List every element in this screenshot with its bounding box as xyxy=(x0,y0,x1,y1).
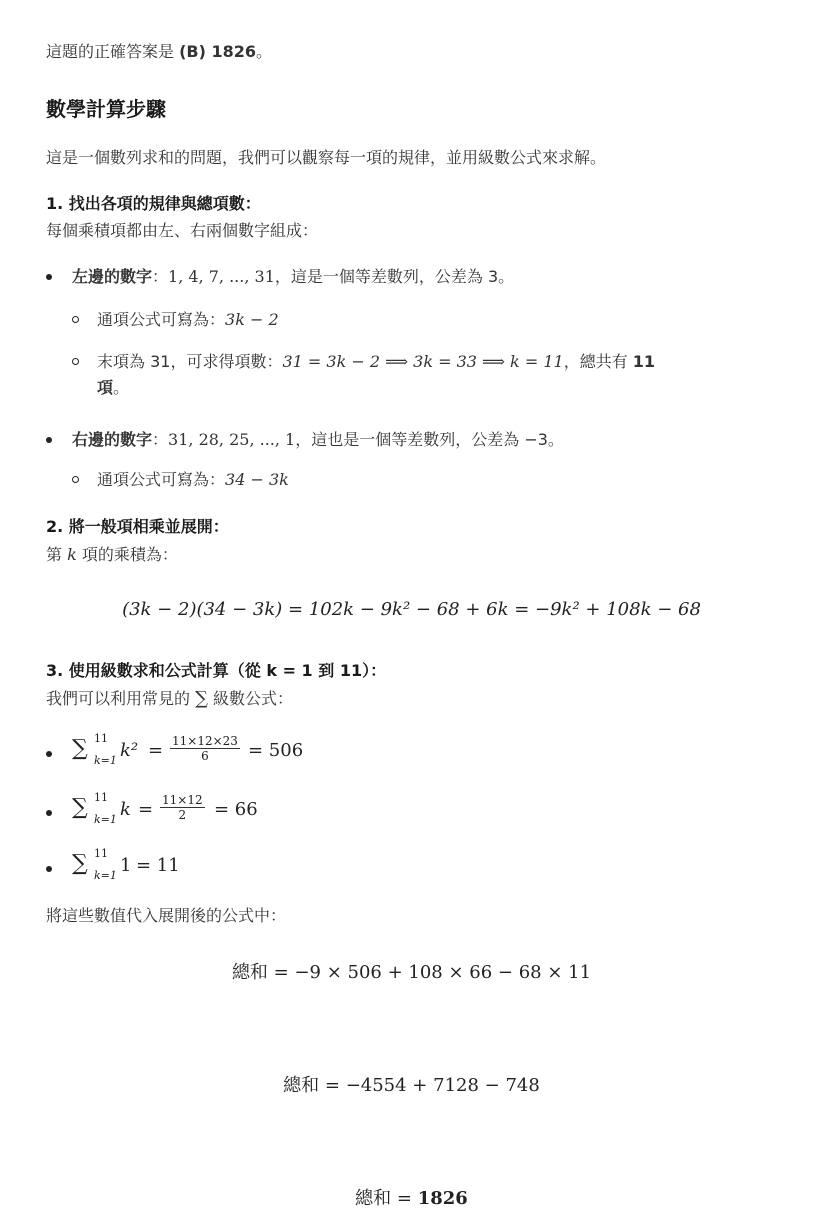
fraction xyxy=(170,734,240,763)
total-line-1: 總和 = −9 × 506 + 108 × 66 − 68 × 11 xyxy=(231,962,592,983)
final-answer: 1826 xyxy=(417,1188,468,1209)
step3-desc-prefix: 我們可以利用常見的 xyxy=(46,689,196,708)
page-title: 數學計算步驟 xyxy=(46,97,166,121)
left-general-term-math: 3k − 2 xyxy=(225,310,279,329)
left-general-term xyxy=(97,307,279,330)
lead-paragraph: 這是一個數列求和的問題，我們可以觀察每一項的規律，並用級數公式來求解。 xyxy=(46,148,607,167)
sum-upper-limit: 11 xyxy=(94,847,108,860)
sum-term: 1 xyxy=(120,855,132,876)
left-general-term-text: 通項公式可寫為： xyxy=(97,310,226,329)
bullet-circle-icon xyxy=(72,316,79,323)
sum-lower-limit: k=1 xyxy=(94,754,117,767)
left-term-count-math: 31 = 3k − 2 ⟹ 3k = 33 ⟹ k = 11 xyxy=(282,352,564,371)
right-numbers-sequence: 31, 28, 25, ..., 1 xyxy=(168,430,296,449)
right-general-term-text: 通項公式可寫為： xyxy=(97,470,226,489)
step2-desc-k: k xyxy=(67,545,77,564)
sigma-symbol: ∑ xyxy=(72,736,88,761)
right-numbers-item xyxy=(72,427,564,450)
fraction-denominator: 2 xyxy=(178,808,187,822)
intro-line xyxy=(46,39,272,62)
right-general-term xyxy=(97,467,289,490)
left-numbers-item xyxy=(72,264,514,287)
left-numbers-sequence: 1, 4, 7, ..., 31 xyxy=(168,267,275,286)
total-line-3 xyxy=(0,1184,823,1210)
step2-expansion-equation: (3k − 2)(34 − 3k) = 102k − 9k² − 68 + 6k = −9k² + 108k − 68 xyxy=(122,599,701,620)
left-term-count-number: 11 xyxy=(632,352,656,371)
sum-term: k² xyxy=(120,740,139,761)
left-term-count xyxy=(97,349,655,372)
right-general-term-math: 34 − 3k xyxy=(225,470,289,489)
left-numbers-text: ，這是一個等差數列，公差為 3。 xyxy=(274,267,515,286)
total-line-3-prefix: 總和 = xyxy=(355,1188,418,1209)
fraction-denominator: 6 xyxy=(201,749,209,763)
sigma-symbol: ∑ xyxy=(72,795,88,820)
bullet-disc-icon xyxy=(46,274,52,280)
intro-prefix: 這題的正確答案是 xyxy=(46,42,180,61)
sigma-symbol: ∑ xyxy=(72,851,88,876)
sum-result: = 66 xyxy=(214,799,258,820)
step3-desc-suffix: 級數公式： xyxy=(207,689,294,708)
sum-upper-limit: 11 xyxy=(94,791,108,804)
step1-heading: 1. 找出各項的規律與總項數： xyxy=(46,194,261,213)
bullet-disc-icon xyxy=(46,810,52,816)
sigma-symbol: ∑ xyxy=(195,688,208,709)
sum-term: k xyxy=(120,799,131,820)
fraction-numerator: 11×12×23 xyxy=(172,734,238,748)
step2-desc-suffix: 項的乘積為： xyxy=(76,545,178,564)
step3-description xyxy=(46,686,293,709)
intro-suffix: 。 xyxy=(256,42,273,61)
bullet-circle-icon xyxy=(72,358,79,365)
equals-sign: = xyxy=(148,740,164,761)
step2-desc-prefix: 第 xyxy=(46,545,68,564)
left-term-count-text: 末項為 31，可求得項數： xyxy=(97,352,283,371)
left-term-count-end: 。 xyxy=(113,378,130,397)
left-numbers-label: 左邊的數字 xyxy=(72,267,153,286)
fraction xyxy=(160,793,205,822)
sum-upper-limit: 11 xyxy=(94,732,108,745)
right-numbers-text: ，這也是一個等差數列，公差為 −3。 xyxy=(295,430,564,449)
equals-sign: = xyxy=(138,799,154,820)
step1-description: 每個乘積項都由左、右兩個數字組成： xyxy=(46,221,319,240)
sum-lower-limit: k=1 xyxy=(94,869,117,882)
sum-lower-limit: k=1 xyxy=(94,813,117,826)
bullet-circle-icon xyxy=(72,476,79,483)
left-term-count-line2 xyxy=(97,375,129,398)
bullet-disc-icon xyxy=(46,751,52,757)
substitution-text: 將這些數值代入展開後的公式中： xyxy=(46,906,287,925)
step3-heading: 3. 使用級數求和公式計算（從 k = 1 到 11）： xyxy=(46,661,387,680)
step2-heading: 2. 將一般項相乘並展開： xyxy=(46,517,229,536)
step2-description xyxy=(46,542,178,565)
sum-result: = 11 xyxy=(136,855,180,876)
left-numbers-colon: ： xyxy=(152,267,169,286)
bullet-disc-icon xyxy=(46,866,52,872)
left-term-count-unit: 項 xyxy=(97,378,114,397)
intro-answer: (B) 1826 xyxy=(179,42,257,61)
right-numbers-colon: ： xyxy=(152,430,169,449)
bullet-disc-icon xyxy=(46,437,52,443)
total-line-2: 總和 = −4554 + 7128 − 748 xyxy=(283,1075,540,1096)
right-numbers-label: 右邊的數字 xyxy=(72,430,153,449)
sum-result: = 506 xyxy=(248,740,304,761)
left-term-count-tail: ，總共有 xyxy=(563,352,633,371)
fraction-numerator: 11×12 xyxy=(162,793,203,807)
